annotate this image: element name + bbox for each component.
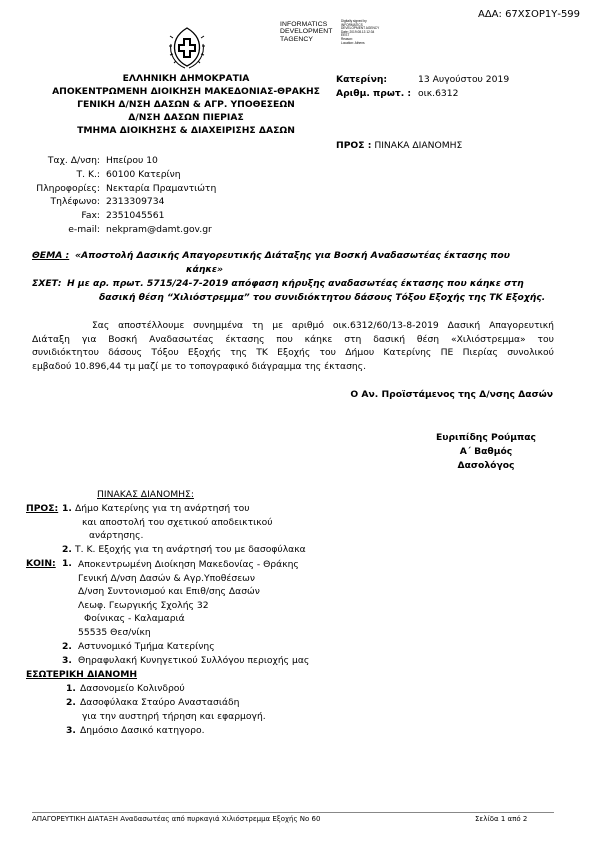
subject-line-1: «Αποστολή Δασικής Απαγορευτικής Διάταξης για Βοσκή Αναδασωτέας έκτασης που [75,250,510,261]
int-item-3: Δημόσιο Δασικό κατηγορο. [80,725,205,736]
koin-item-1-line: Φοίνικας - Καλαμαριά [84,613,185,625]
ref-line-1: Η με αρ. πρωτ. 5715/24-7-2019 απόφαση κήρυξης αναδασωτέας έκτασης που κάηκε στη [67,278,524,289]
contact-value: Ηπείρου 10 [106,155,158,166]
contact-row [0,209,216,223]
stamp-line: Reason: [341,36,353,41]
body-paragraph [32,319,554,373]
contact-value: nekpram@damt.gov.gr [106,223,212,235]
stamp-line: DEVELOPMENT AGENCY [341,26,380,31]
to-value: ΠΙΝΑΚΑ ΔΙΑΝΟΜΗΣ [374,140,463,151]
contact-block [0,154,216,237]
footer-divider [32,812,554,813]
stamp-line: Location: Athens [341,40,365,45]
contact-row [0,223,216,237]
contact-label: Fax: [81,210,100,222]
koin-item-1 [78,558,299,640]
pros-item-1-line-2: και αποστολή του σχετικού αποδεικτικού [82,517,273,528]
page-number: Σελίδα 1 από 2 [475,815,528,823]
contact-row [0,182,216,196]
place-date: 13 Αυγούστου 2019 [418,74,510,85]
contact-row [0,168,216,182]
koin-item-1-line: Λεωφ. Γεωργικής Σχολής 32 [78,599,209,611]
contact-label: Πληροφορίες: [36,182,100,194]
protocol-number: οικ.6312 [418,88,459,99]
ada-code: ΑΔΑ: 67ΧΣΟΡ1Υ-599 [478,9,581,20]
int-item-2-line-2: για την αυστηρή τήρηση και εφαρμογή. [82,711,266,722]
body-line: εμβαδού 10.896,44 τμ μαζί με το τοπογραφικό διάγραμμα της έκτασης. [32,360,367,372]
infodev-line-2: DEVELOPMENT [280,28,333,36]
footer-left: ΑΠΑΓΟΡΕΥΤΙΚΗ ΔΙΑΤΑΞΗ Αναδασωτέας από πυρκαγιά Χιλιόστρεμμα Εξοχής Νο 60 [32,815,321,823]
infodev-line-3: TAGENCY [280,35,314,43]
infodev-label [280,21,332,43]
protocol-label: Αριθμ. πρωτ. : [336,88,412,99]
pros-item-1-line-3: ανάρτησης. [89,530,144,541]
koin-item-3: Θηραφυλακή Κυνηγετικού Συλλόγου περιοχής μας [78,655,310,666]
subject-line-2: κάηκε» [186,264,223,275]
header-line: ΑΠΟΚΕΝΤΡΩΜΕΝΗ ΔΙΟΙΚΗΣΗ ΜΑΚΕΔΟΝΙΑΣ-ΘΡΑΚΗΣ [52,86,320,97]
place-label: Κατερίνη: [336,74,388,85]
int-item-2-line-1: Δασοφύλακα Σταύρο Αναστασιάδη [80,697,240,708]
contact-label: Τ. Κ.: [76,168,100,180]
body-line: Σας αποστέλλουμε συνημμένα τη με αριθμό οικ.6312/60/13-8-2019 Δασική Απαγορευτική [92,320,554,331]
subject-label-text: ΘΕΜΑ : [32,250,70,261]
koin-label: ΚΟΙΝ: [26,558,56,569]
contact-value: 2351045561 [106,210,165,222]
contact-row [0,154,216,168]
signatory-block [400,431,572,473]
contact-value: 2313309734 [106,196,165,208]
to-label: ΠΡΟΣ : [336,140,372,151]
header-line: ΕΛΛΗΝΙΚΗ ΔΗΜΟΚΡΑΤΙΑ [122,73,250,84]
int-num-3: 3. [66,725,76,736]
ref-line-2: δασική θέση “Χιλιόστρεμμα” του συνιδιόκτητου δάσους Τόξου Εξοχής της ΤΚ Εξοχής. [99,292,546,303]
koin-num-3: 3. [62,655,72,666]
signatory-title: Ο Αν. Προϊστάμενος της Δ/νσης Δασών [350,389,553,400]
contact-row [0,195,216,209]
stamp-line: INFORMATICS [341,22,363,27]
contact-label: Ταχ. Δ/νση: [47,155,100,166]
header-line: Δ/ΝΣΗ ΔΑΣΩΝ ΠΙΕΡΙΑΣ [128,112,244,123]
contact-label: e-mail: [68,223,100,235]
pros-item-1-line-1: Δήμο Κατερίνης για τη ανάρτησή του [75,503,250,514]
contact-value: 60100 Κατερίνη [106,168,181,180]
distribution-title: ΠΙΝΑΚΑΣ ΔΙΑΝΟΜΗΣ: [97,489,194,500]
koin-item-1-line: 55535 Θεσ/νίκη [78,626,151,638]
issuer-header [46,72,326,137]
ref-label: ΣΧΕΤ: [32,278,62,289]
signatory-name: Ευριπίδης Ρούμπας [435,432,537,443]
pros-item-2: Τ. Κ. Εξοχής για τη ανάρτησή του με δασοφύλακα [75,544,306,555]
signatory-grade: Α΄ Βαθμός [459,446,513,457]
header-line: ΤΜΗΜΑ ΔΙΟΙΚΗΣΗΣ & ΔΙΑΧΕΙΡΙΣΗΣ ΔΑΣΩΝ [77,125,295,136]
koin-num-1: 1. [62,558,72,569]
koin-item-2: Αστυνομικό Τμήμα Κατερίνης [78,641,215,652]
koin-item-1-line: Αποκεντρωμένη Διοίκηση Μακεδονίας - Θράκης [78,559,299,570]
body-line: Διάταξη για Βοσκή Αναδασωτέας έκτασης που κάηκε στη δασική θέση «Χιλιόστρεμμα» του [32,333,554,345]
digital-signature-stamp [341,20,379,45]
header-line: ΓΕΝΙΚΗ Δ/ΝΣΗ ΔΑΣΩΝ & ΑΓΡ. ΥΠΟΘΕΣΕΩΝ [77,99,295,110]
infodev-line-1: INFORMATICS [280,21,328,28]
koin-item-1-line: Γενική Δ/νση Δασών & Αγρ.Υποθέσεων [78,572,255,584]
int-item-1: Δασονομείο Κολινδρού [80,683,185,694]
body-line: συνιδιόκτητου δάσους Τόξου Εξοχής της ΤΚ Εξοχής του Δήμου Κατερίνης ΠΕ Πιερίας συνολικού [32,347,554,358]
stamp-line: EEST [341,33,350,38]
koin-num-2: 2. [62,641,72,652]
signatory-role: Δασολόγος [457,460,515,471]
pros-num-1: 1. [62,503,72,514]
stamp-line: Digitally signed by [341,19,367,23]
stamp-line: Date: 2019.08.13 12:34 [341,29,375,34]
koin-item-1-line: Δ/νση Συντονισμού και Επιθ/σης Δασών [78,586,260,598]
recipient-line [336,140,462,151]
int-num-2: 2. [66,697,76,708]
pros-label: ΠΡΟΣ: [26,503,59,514]
pros-num-2: 2. [62,544,72,555]
subject-label [32,250,69,261]
int-num-1: 1. [66,683,76,694]
contact-value: Νεκταρία Πραμαντιώτη [106,182,217,194]
internal-title: ΕΣΩΤΕΡΙΚΗ ΔΙΑΝΟΜΗ [26,669,138,680]
greek-emblem-icon [167,24,207,70]
contact-label: Τηλέφωνο: [50,196,100,208]
